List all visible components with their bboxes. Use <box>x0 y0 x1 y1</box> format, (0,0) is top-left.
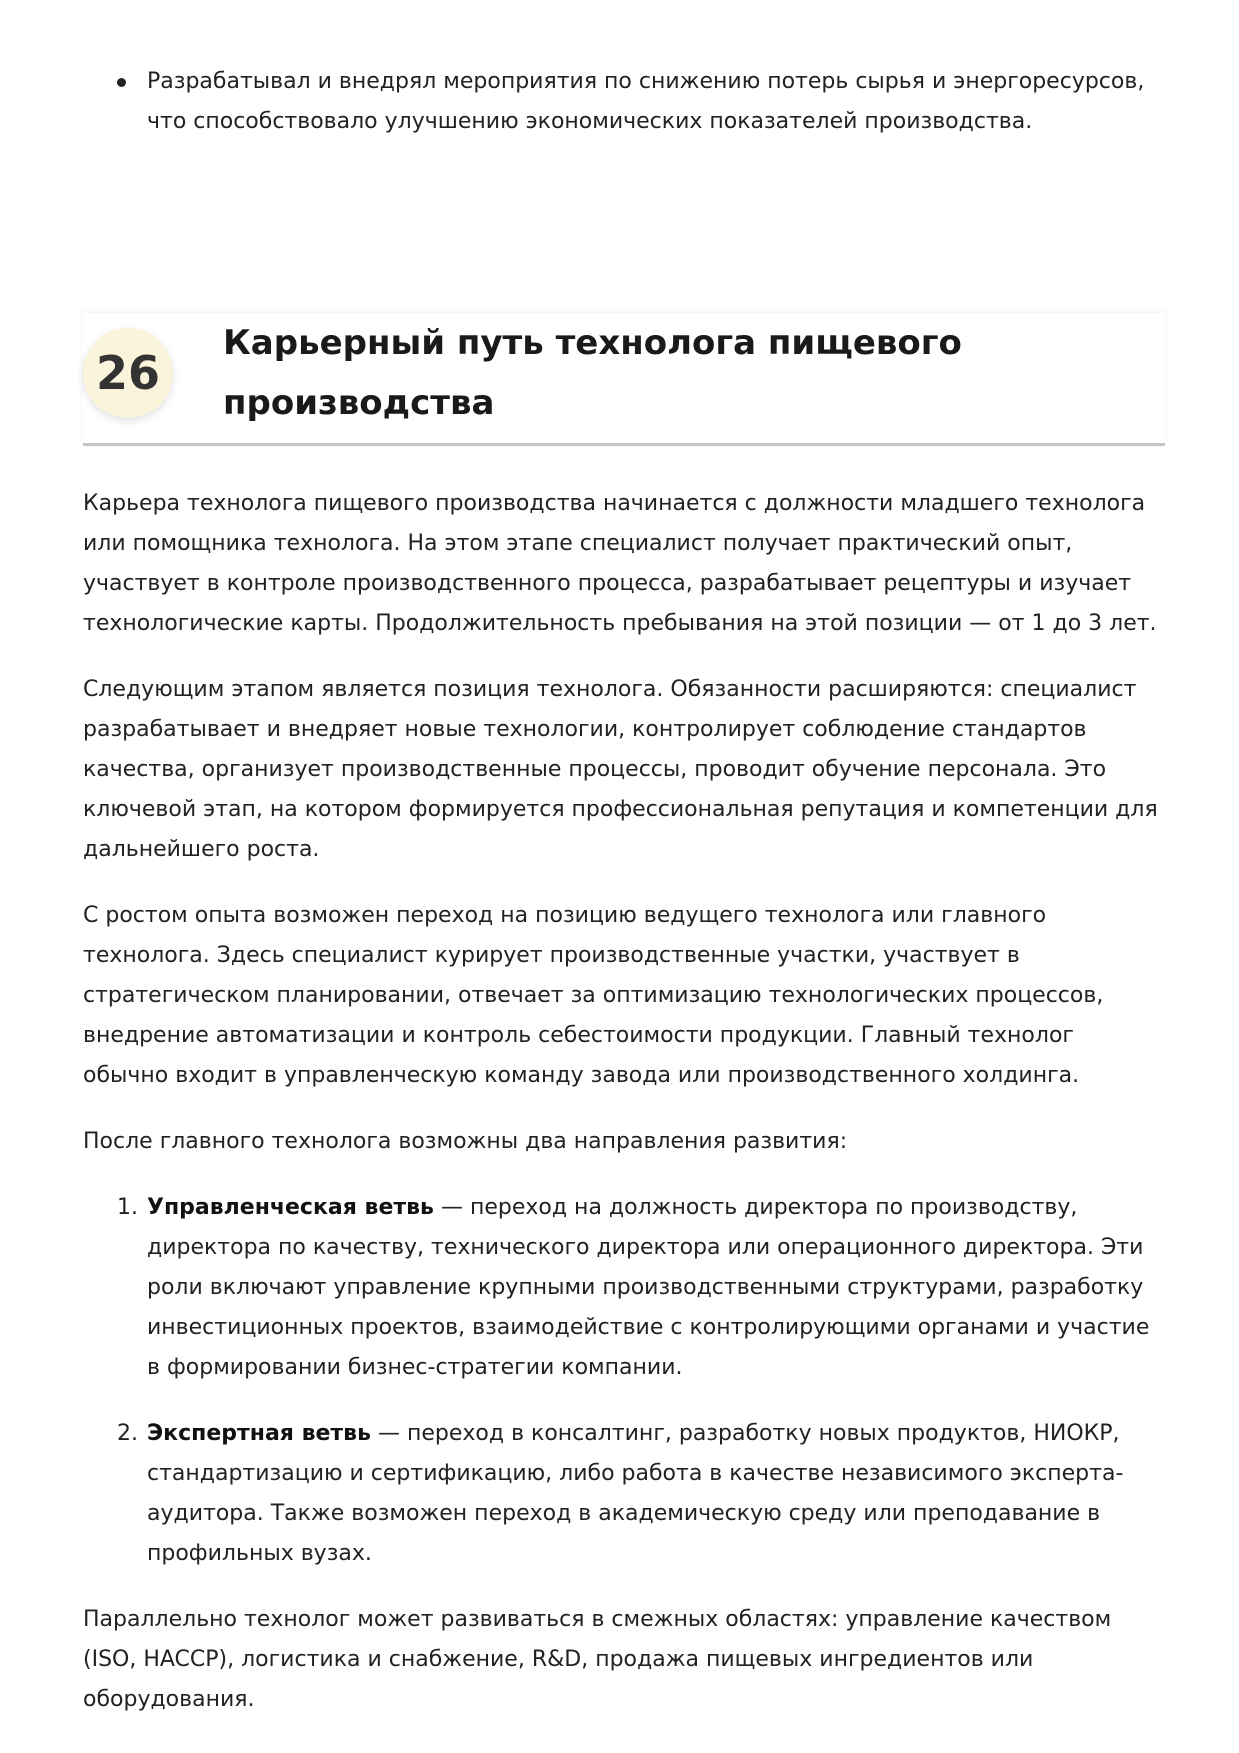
list-number: 2. <box>117 1421 138 1446</box>
branch-title: Управленческая ветвь <box>147 1195 434 1220</box>
paragraph-technologist: Следующим этапом является позиция технолога. Обязанности расширяются: специалист разрабатывает и внедряет новые технологии, контролирует соблюдение стандартов качества, организует производственные процессы, проводит обучение персонала. Это ключевой этап, на котором формируется профессиональная репутация и компетенции для дальнейшего роста. <box>83 677 1158 862</box>
list-item-expert-branch <box>83 1414 1165 1574</box>
paragraph-career-start: Карьера технолога пищевого производства начинается с должности младшего технолога или помощника технолога. На этом этапе специалист получает практический опыт, участвует в контроле производственного процесса, разрабатывает рецептуры и изучает технологические карты. Продолжительность пребывания на этой позиции — от 1 до 3 лет. <box>83 491 1157 636</box>
list-item-text: Разрабатывал и внедрял мероприятия по снижению потерь сырья и энергоресурсов, что способствовало улучшению экономических показателей производства. <box>147 69 1145 134</box>
branch-description: — переход в консалтинг, разработку новых продуктов, НИОКР, стандартизацию и сертификацию, либо работа в качестве независимого эксперта-аудитора. Также возможен переход в академическую среду или преподавание в профильных вузах. <box>147 1421 1124 1566</box>
list-number: 1. <box>117 1195 138 1220</box>
bullet-icon <box>117 78 126 87</box>
achievements-list <box>83 62 1165 142</box>
section-number-badge: 26 <box>83 328 173 418</box>
paragraph-related-fields: Параллельно технолог может развиваться в смежных областях: управление качеством (ISO, HACCP), логистика и снабжение, R&D, продажа пищевых ингредиентов или оборудования. <box>83 1607 1112 1712</box>
paragraph-directions-intro: После главного технолога возможны два направления развития: <box>83 1129 848 1154</box>
branch-title: Экспертная ветвь <box>147 1421 371 1446</box>
section-header <box>83 313 1165 446</box>
paragraph-lead-technologist: С ростом опыта возможен переход на позицию ведущего технолога или главного технолога. Здесь специалист курирует производственные участки, участвует в стратегическом планировании, отвечает за оптимизацию технологических процессов, внедрение автоматизации и контроль себестоимости продукции. Главный технолог обычно входит в управленческую команду завода или производственного холдинга. <box>83 903 1104 1088</box>
list-item <box>83 62 1165 142</box>
list-item-management-branch <box>83 1188 1165 1388</box>
career-branches-list <box>83 1188 1165 1574</box>
section-title: Карьерный путь технолога пищевого производства <box>223 323 962 423</box>
branch-description: — переход на должность директора по производству, директора по качеству, технического директора или операционного директора. Эти роли включают управление крупными производственными структурами, разработку инвестиционных проектов, взаимодействие с контролирующими органами и участие в формировании бизнес-стратегии компании. <box>147 1195 1150 1380</box>
section-body <box>83 484 1165 1746</box>
